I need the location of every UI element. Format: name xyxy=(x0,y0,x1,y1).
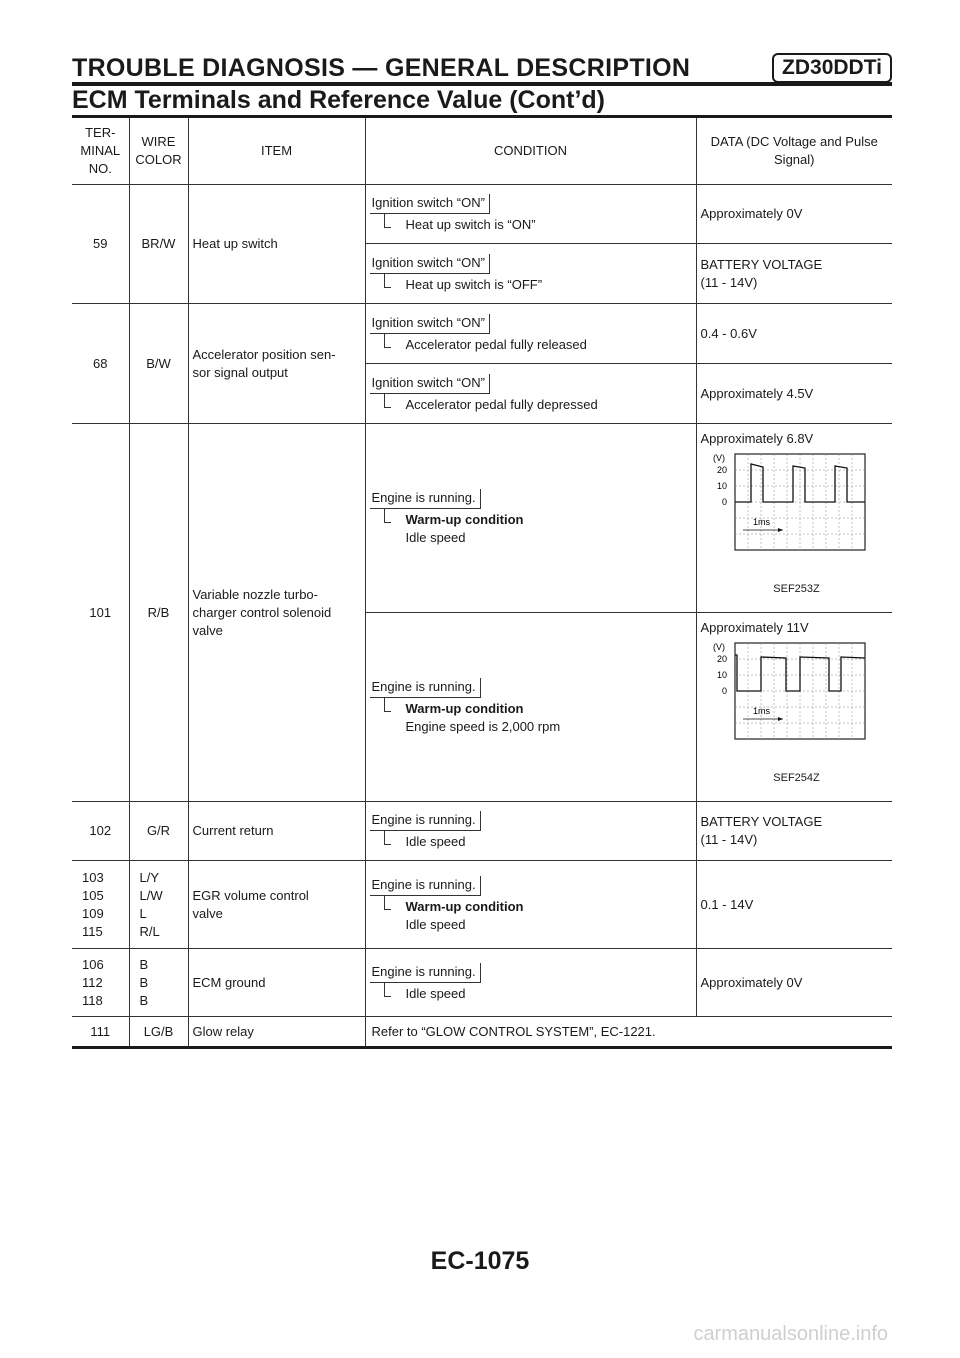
condition-sub xyxy=(384,511,692,547)
terminal-no: 106 112 118 xyxy=(72,949,129,1017)
condition-main: Ignition switch “ON” xyxy=(370,194,490,214)
col-condition: CONDITION xyxy=(365,118,696,185)
condition-sub: Heat up switch is “OFF” xyxy=(384,276,692,294)
data-value: 0.1 - 14V xyxy=(696,861,892,949)
data-value: BATTERY VOLTAGE (11 - 14V) xyxy=(696,244,892,304)
condition-sub-line: Idle speed xyxy=(405,530,466,545)
condition xyxy=(365,364,696,424)
item: Current return xyxy=(188,802,365,861)
condition-main: Ignition switch “ON” xyxy=(370,314,490,334)
condition-main: Engine is running. xyxy=(370,489,481,509)
data-text: Approximately 6.8V xyxy=(700,431,814,446)
table-row xyxy=(72,185,892,244)
condition-main: Engine is running. xyxy=(370,811,481,831)
condition xyxy=(365,613,696,802)
condition xyxy=(365,185,696,244)
terminal-no: 103 105 109 115 xyxy=(72,861,129,949)
waveform-svg xyxy=(707,450,887,580)
table-row xyxy=(72,424,892,613)
waveform-svg xyxy=(707,639,887,769)
table-row xyxy=(72,1017,892,1048)
wire-color: BR/W xyxy=(129,185,188,304)
item: Variable nozzle turbo- charger control solenoid valve xyxy=(188,424,365,802)
condition xyxy=(365,949,696,1017)
condition-reference: Refer to “GLOW CONTROL SYSTEM”, EC-1221. xyxy=(365,1017,892,1048)
item: ECM ground xyxy=(188,949,365,1017)
condition xyxy=(365,424,696,613)
scope-tick: 10 xyxy=(716,670,727,680)
terminal-no: 59 xyxy=(72,185,129,304)
wire-color: B/W xyxy=(129,304,188,424)
item: Accelerator position sen- sor signal output xyxy=(188,304,365,424)
data-text: Approximately 11V xyxy=(700,620,809,635)
data-value: Approximately 4.5V xyxy=(696,364,892,424)
item: Glow relay xyxy=(188,1017,365,1048)
wire-color: G/R xyxy=(129,802,188,861)
item: EGR volume control valve xyxy=(188,861,365,949)
condition-main: Engine is running. xyxy=(370,678,481,698)
col-item: ITEM xyxy=(188,118,365,185)
data-value: 0.4 - 0.6V xyxy=(696,304,892,364)
condition xyxy=(365,802,696,861)
terminal-no: 101 xyxy=(72,424,129,802)
oscilloscope-waveform xyxy=(707,450,887,600)
condition-main: Ignition switch “ON” xyxy=(370,254,490,274)
table-row xyxy=(72,802,892,861)
condition-main: Engine is running. xyxy=(370,963,481,983)
scope-tick: 20 xyxy=(716,465,727,475)
table-header-row xyxy=(72,118,892,185)
section-title: TROUBLE DIAGNOSIS — GENERAL DESCRIPTION xyxy=(72,54,691,82)
page-subtitle: ECM Terminals and Reference Value (Cont’d) xyxy=(72,86,605,114)
condition-sub-line: Engine speed is 2,000 rpm xyxy=(405,719,561,734)
data-value: BATTERY VOLTAGE (11 - 14V) xyxy=(696,802,892,861)
engine-code-badge: ZD30DDTi xyxy=(772,53,892,83)
condition-sub-bold: Warm-up condition xyxy=(405,512,524,527)
item: Heat up switch xyxy=(188,185,365,304)
condition-sub: Accelerator pedal fully depressed xyxy=(384,396,692,414)
condition-sub-bold: Warm-up condition xyxy=(405,701,524,716)
page-header xyxy=(72,52,892,84)
col-terminal: TER- MINAL NO. xyxy=(72,118,129,185)
terminal-no: 111 xyxy=(72,1017,129,1048)
col-data: DATA (DC Voltage and Pulse Signal) xyxy=(696,118,892,185)
condition-sub xyxy=(384,898,692,934)
data-value: Approximately 0V xyxy=(696,949,892,1017)
data-value: Approximately 0V xyxy=(696,185,892,244)
table-row xyxy=(72,861,892,949)
scope-tick: 0 xyxy=(721,686,727,696)
oscilloscope-waveform xyxy=(707,639,887,789)
condition-sub: Accelerator pedal fully released xyxy=(384,336,692,354)
data-value xyxy=(696,613,892,802)
watermark: carmanualsonline.info xyxy=(693,1323,888,1345)
figure-code: SEF254Z xyxy=(773,772,820,784)
condition xyxy=(365,304,696,364)
condition-sub-line: Idle speed xyxy=(405,916,466,932)
scope-time: 1ms xyxy=(752,517,770,527)
table-row xyxy=(72,304,892,364)
scope-unit: (V) xyxy=(712,453,725,463)
ecm-terminal-table xyxy=(72,118,892,1049)
wire-color: LG/B xyxy=(129,1017,188,1048)
wire-color: R/B xyxy=(129,424,188,802)
condition xyxy=(365,861,696,949)
condition-main: Engine is running. xyxy=(370,876,481,896)
scope-tick: 20 xyxy=(716,654,727,664)
terminal-no: 102 xyxy=(72,802,129,861)
terminal-no: 68 xyxy=(72,304,129,424)
scope-unit: (V) xyxy=(712,642,725,652)
wire-color: L/Y L/W L R/L xyxy=(129,861,188,949)
scope-tick: 10 xyxy=(716,481,727,491)
condition-main: Ignition switch “ON” xyxy=(370,374,490,394)
condition-sub-bold: Warm-up condition xyxy=(405,898,524,914)
scope-time: 1ms xyxy=(752,706,770,716)
condition-sub: Heat up switch is “ON” xyxy=(384,216,692,234)
table-row xyxy=(72,949,892,1017)
page-number: EC-1075 xyxy=(430,1247,530,1275)
condition-sub: Idle speed xyxy=(384,833,692,851)
figure-code: SEF253Z xyxy=(773,583,820,595)
wire-color: B B B xyxy=(129,949,188,1017)
condition-sub: Idle speed xyxy=(384,985,692,1003)
scope-tick: 0 xyxy=(721,497,727,507)
condition xyxy=(365,244,696,304)
col-wire-color: WIRE COLOR xyxy=(129,118,188,185)
condition-sub xyxy=(384,700,692,736)
data-value xyxy=(696,424,892,613)
